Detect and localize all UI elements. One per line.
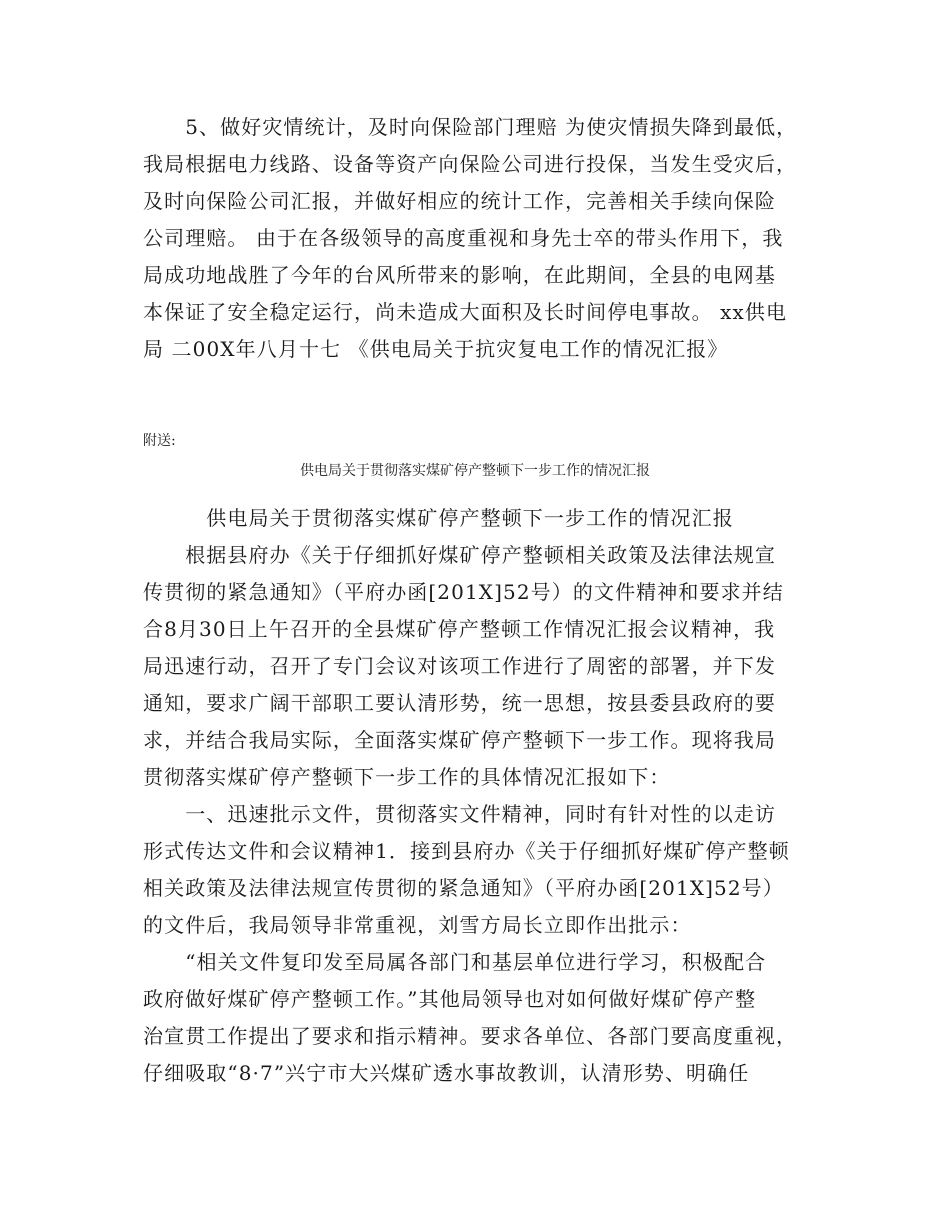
report-heading: 供电局关于贯彻落实煤矿停产整顿下一步工作的情况汇报 — [143, 506, 734, 530]
text-line: 局成功地战胜了今年的台风所带来的影响，在此期间，全县的电网基 — [143, 263, 776, 287]
attachment-title: 供电局关于贯彻落实煤矿停产整顿下一步工作的情况汇报 — [300, 463, 650, 479]
text-line: “相关文件复印发至局属各部门和基层单位进行学习，积极配合 — [143, 950, 767, 974]
text-line: 求，并结合我局实际，全面落实煤矿停产整顿下一步工作。现将我局 — [143, 728, 776, 752]
text-line: 一、迅速批示文件，贯彻落实文件精神，同时有针对性的以走访 — [143, 802, 776, 826]
text-line: 我局根据电力线路、设备等资产向保险公司进行投保，当发生受灾后， — [143, 152, 798, 176]
text-line: 相关政策及法律法规宣传贯彻的紧急通知》（平府办函[201X]52号） — [143, 876, 784, 900]
text-line: 根据县府办《关于仔细抓好煤矿停产整顿相关政策及法律法规宣 — [143, 543, 776, 567]
text-line: 及时向保险公司汇报，并做好相应的统计工作，完善相关手续向保险 — [143, 189, 776, 213]
text-line: 的文件后，我局领导非常重视，刘雪方局长立即作出批示： — [143, 913, 692, 937]
text-line: 局 二00X年八月十七 《供电局关于抗灾复电工作的情况汇报》 — [143, 337, 729, 361]
text-line: 治宣贯工作提出了要求和指示精神。要求各单位、各部门要高度重视， — [143, 1024, 798, 1048]
text-line: 仔细吸取“8·7”兴宁市大兴煤矿透水事故教训，认清形势、明确任 — [143, 1061, 750, 1085]
text-line: 公司理赔。 由于在各级领导的高度重视和身先士卒的带头作用下，我 — [143, 226, 784, 250]
text-line: 贯彻落实煤矿停产整顿下一步工作的具体情况汇报如下： — [143, 765, 671, 789]
text-line: 传贯彻的紧急通知》（平府办函[201X]52号）的文件精神和要求并结 — [143, 580, 784, 604]
text-line: 局迅速行动，召开了专门会议对该项工作进行了周密的部署，并下发 — [143, 654, 776, 678]
attachment-label: 附送: — [143, 433, 176, 449]
text-line: 合8月30日上午召开的全县煤矿停产整顿工作情况汇报会议精神，我 — [143, 617, 776, 641]
text-line: 5、做好灾情统计，及时向保险部门理赔 为使灾情损失降到最低， — [143, 115, 798, 139]
text-line: 政府做好煤矿停产整顿工作。”其他局领导也对如何做好煤矿停产整 — [143, 987, 757, 1011]
text-line: 通知，要求广阔干部职工要认清形势，统一思想，按县委县政府的要 — [143, 691, 776, 715]
text-line: 本保证了安全稳定运行，尚未造成大面积及长时间停电事故。 xx供电 — [143, 300, 788, 324]
text-line: 形式传达文件和会议精神1．接到县府办《关于仔细抓好煤矿停产整顿 — [143, 839, 790, 863]
